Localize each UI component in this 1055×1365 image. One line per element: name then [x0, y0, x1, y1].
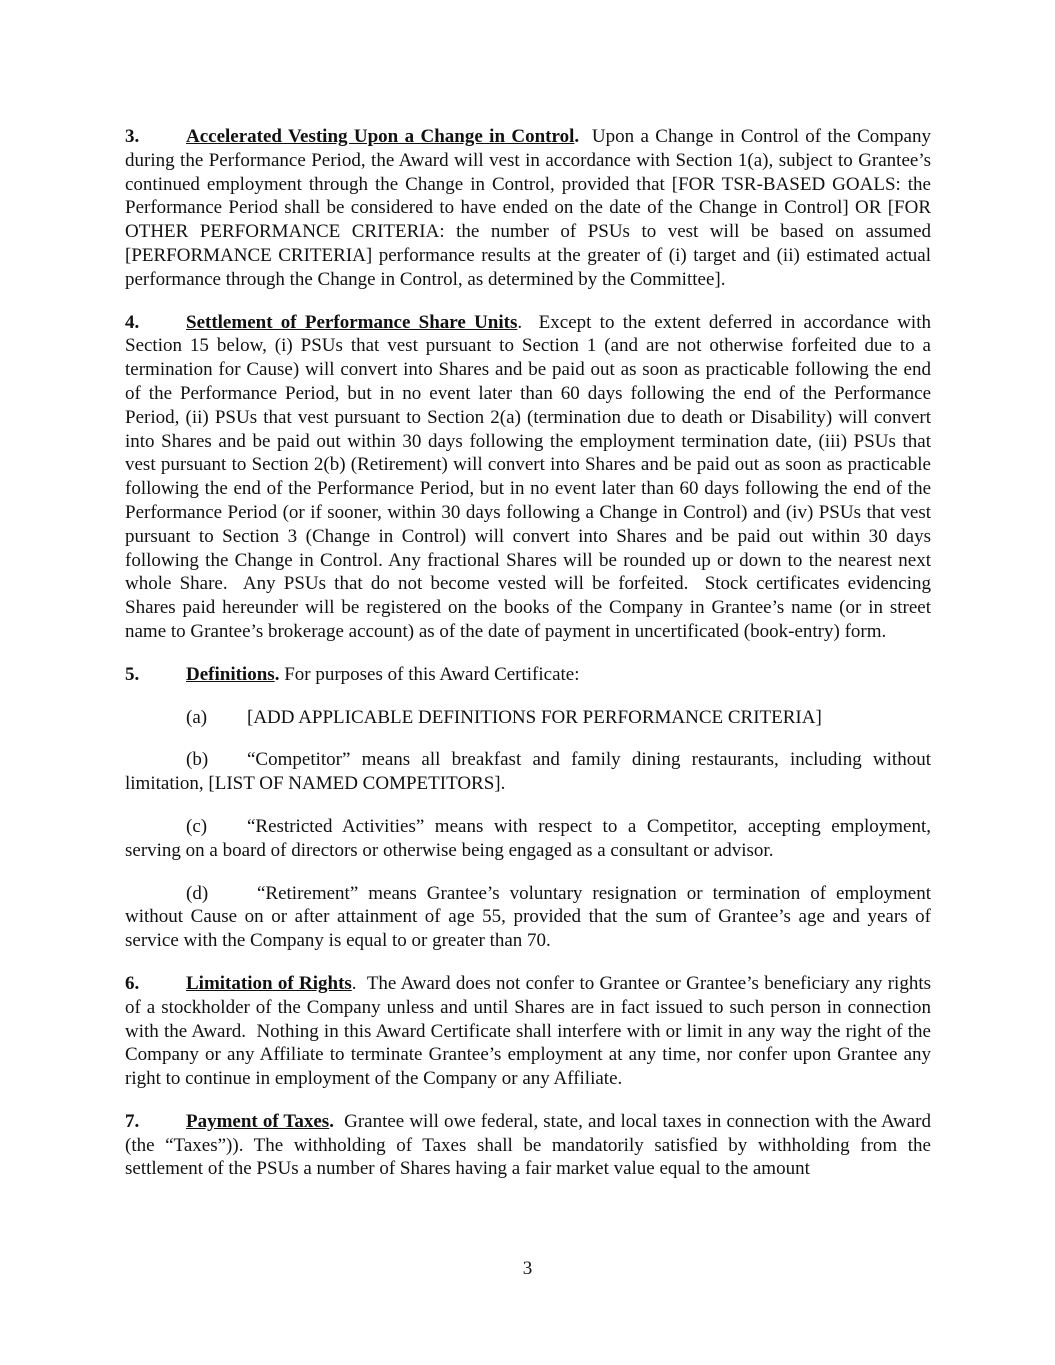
section-body: Grantee will owe federal, state, and local taxes in connection with the Award (the “Taxes”)). The withholding of Taxes shall be mandatorily satisfied by withholding from the settlement of the PSUs a number of Shares having a fair market value equal to the amount: [125, 1110, 936, 1180]
section-6: [125, 972, 936, 1091]
section-heading: Settlement of Performance Share Units: [186, 311, 518, 333]
definition-label: (a): [186, 706, 208, 728]
definition-d: [125, 882, 936, 953]
section-4: [125, 311, 936, 644]
definition-text: “Restricted Activities” means with respect to a Competitor, accepting employment, serving on a board of directors or otherwise being engaged as a consultant or advisor.: [125, 815, 931, 861]
definition-b: [125, 748, 931, 796]
definition-c: [125, 815, 931, 863]
heading-punct: .: [274, 663, 280, 685]
definition-label: (c): [186, 815, 208, 837]
section-number: 6.: [125, 972, 140, 994]
section-number: 5.: [125, 663, 140, 685]
heading-punct: .: [517, 311, 523, 333]
section-3: [125, 125, 936, 292]
section-number: 7.: [125, 1110, 140, 1132]
section-number: 3.: [125, 126, 140, 147]
definition-a: [125, 706, 931, 730]
heading-punct: .: [574, 126, 580, 147]
section-heading: Accelerated Vesting Upon a Change in Control: [186, 126, 575, 147]
section-body: Upon a Change in Control of the Company during the Performance Period, the Award will vest in accordance with Section 1(a), subject to Grantee’s continued employment through the Change in Control, provided that [FOR TSR-BASED GOALS: the Performance Period shall be considered to have ended on the date of the Change in Control] OR [FOR OTHER PERFORMANCE CRITERIA: the number of PSUs to vest will be based on assumed [PERFORMANCE CRITERIA] performance results at the greater of (i) target and (ii) estimated actual performance through the Change in Control, as determined by the Committee].: [125, 126, 936, 290]
definition-text: “Competitor” means all breakfast and family dining restaurants, including without limitation, [LIST OF NAMED COMPETITORS].: [125, 749, 931, 795]
definition-label: (d): [186, 882, 209, 904]
section-body: Except to the extent deferred in accordance with Section 15 below, (i) PSUs that vest pursuant to Section 1 (and are not otherwise forfeited due to a termination for Cause) will convert into Shares and be paid out as soon as practicable following the end of the Performance Period, but in no event later than 60 days following the end of the Performance Period, (ii) PSUs that vest pursuant to Section 2(a) (termination due to death or Disability) will convert into Shares and be paid out within 30 days following the employment termination date, (iii) PSUs that vest pursuant to Section 2(b) (Retirement) will convert into Shares and be paid out as soon as practicable following the end of the Performance Period, but in no event later than 60 days following the end of the Performance Period (or if sooner, within 30 days following a Change in Control) and (iv) PSUs that vest pursuant to Section 3 (Change in Control) will convert into Shares and be paid out within 30 days following the Change in Control. Any fractional Shares will be rounded up or down to the nearest next whole Share. Any PSUs that do not become vested will be forfeited. Stock certificates evidencing Shares paid hereunder will be registered on the books of the Company in Grantee’s name (or in street name to Grantee’s brokerage account) as of the date of payment in uncertificated (book-entry) form.: [125, 311, 936, 642]
section-5: [125, 663, 931, 687]
document-page: [125, 125, 936, 1200]
section-body: For purposes of this Award Certificate:: [279, 663, 580, 685]
definition-text: [ADD APPLICABLE DEFINITIONS FOR PERFORMANCE CRITERIA]: [247, 706, 822, 728]
section-heading: Definitions: [186, 663, 275, 685]
section-7: [125, 1110, 936, 1181]
heading-punct: .: [329, 1110, 334, 1132]
definition-text: “Retirement” means Grantee’s voluntary resignation or termination of employment without Cause on or after attainment of age 55, provided that the sum of Grantee’s age and years of service with the Company is equal to or greater than 70.: [125, 882, 936, 952]
page-number: 3: [522, 1258, 533, 1279]
section-heading: Payment of Taxes: [186, 1110, 330, 1132]
heading-punct: .: [351, 972, 357, 994]
section-heading: Limitation of Rights: [186, 972, 352, 994]
section-body: The Award does not confer to Grantee or Grantee’s beneficiary any rights of a stockholder of the Company unless and until Shares are in fact issued to such person in connection with the Award. Nothing in this Award Certificate shall interfere with or limit in any way the right of the Company or any Affiliate to terminate Grantee’s employment at any time, nor confer upon Grantee any right to continue in employment of the Company or any Affiliate.: [125, 972, 936, 1090]
definition-label: (b): [186, 749, 209, 771]
section-number: 4.: [125, 311, 140, 333]
